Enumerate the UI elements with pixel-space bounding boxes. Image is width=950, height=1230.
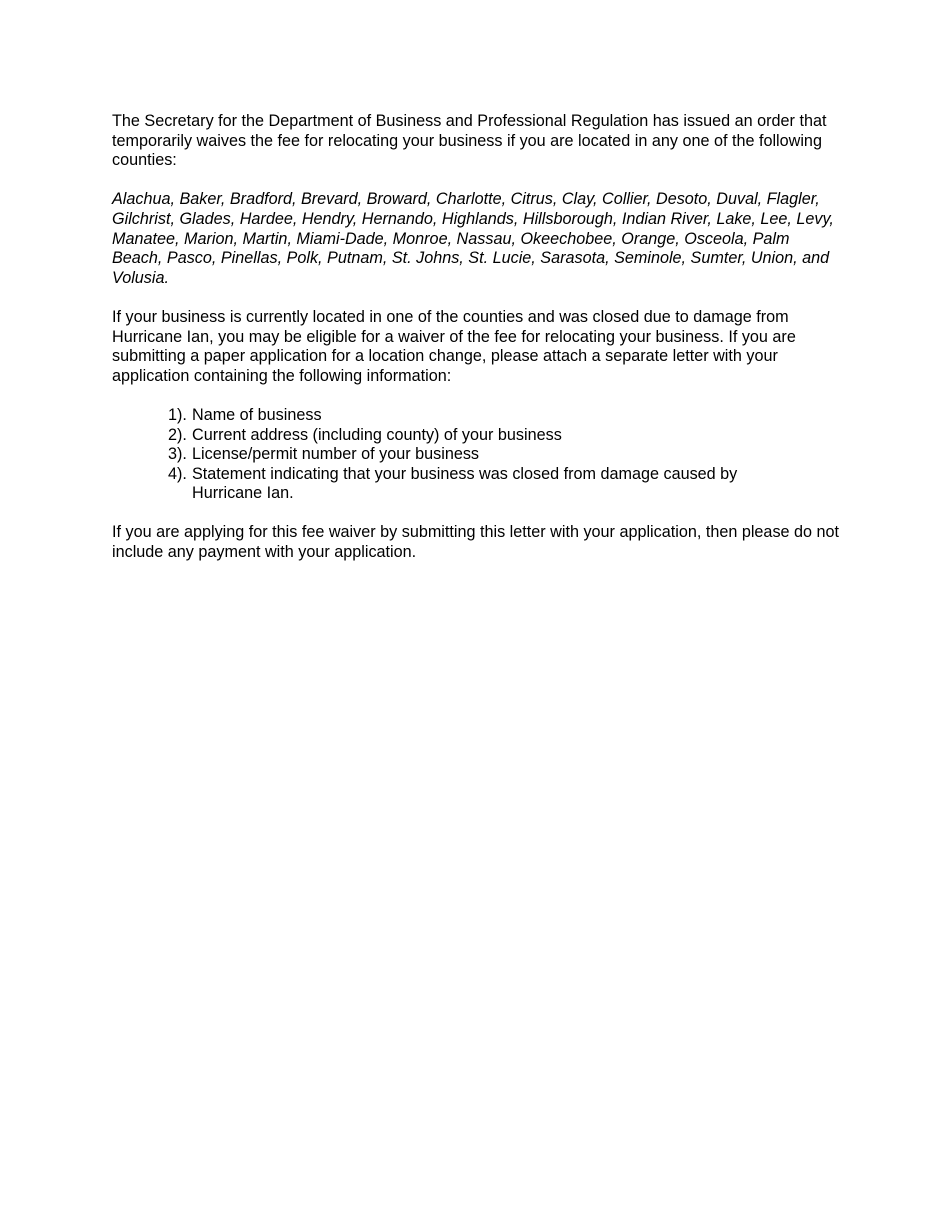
requirement-item <box>168 426 842 446</box>
requirement-text: Statement indicating that your business was closed from damage caused by Hurricane Ian. <box>192 464 738 503</box>
requirement-number: 3). <box>168 445 187 464</box>
requirement-text: Current address (including county) of your business <box>192 425 562 444</box>
requirement-number: 4). <box>168 464 187 483</box>
requirement-text: License/permit number of your business <box>192 445 480 464</box>
counties-list: Alachua, Baker, Bradford, Brevard, Broward, Charlotte, Citrus, Clay, Collier, Desoto, Duval, Flagler, Gilchrist, Glades, Hardee, Hendry, Hernando, Highlands, Hillsborough, Indian River, Lake, Lee, Levy, Manatee, Marion, Martin, Miami-Dade, Monroe, Nassau, Okeechobee, Orange, Osceola, Palm Beach, Pasco, Pinellas, Polk, Putnam, St. Johns, St. Lucie, Sarasota, Seminole, Sumter, Union, and Volusia. <box>112 190 834 287</box>
document-body <box>112 112 842 582</box>
requirement-item <box>168 406 842 426</box>
eligibility-paragraph: If your business is currently located in one of the counties and was closed due to damage from Hurricane Ian, you may be eligible for a waiver of the fee for relocating your business. If you are submitting a paper application for a location change, please attach a separate letter with your application containing the following information: <box>112 307 796 385</box>
requirement-number: 2). <box>168 425 187 444</box>
requirements-list <box>112 406 842 504</box>
requirement-item <box>168 445 842 465</box>
requirement-number: 1). <box>168 405 187 424</box>
requirement-item <box>168 465 842 504</box>
intro-paragraph: The Secretary for the Department of Business and Professional Regulation has issued an order that temporarily waives the fee for relocating your business if you are located in any one of the following counties: <box>112 112 827 170</box>
payment-note-paragraph: If you are applying for this fee waiver by submitting this letter with your application, then please do not include any payment with your application. <box>112 523 840 562</box>
requirement-text: Name of business <box>192 405 322 424</box>
